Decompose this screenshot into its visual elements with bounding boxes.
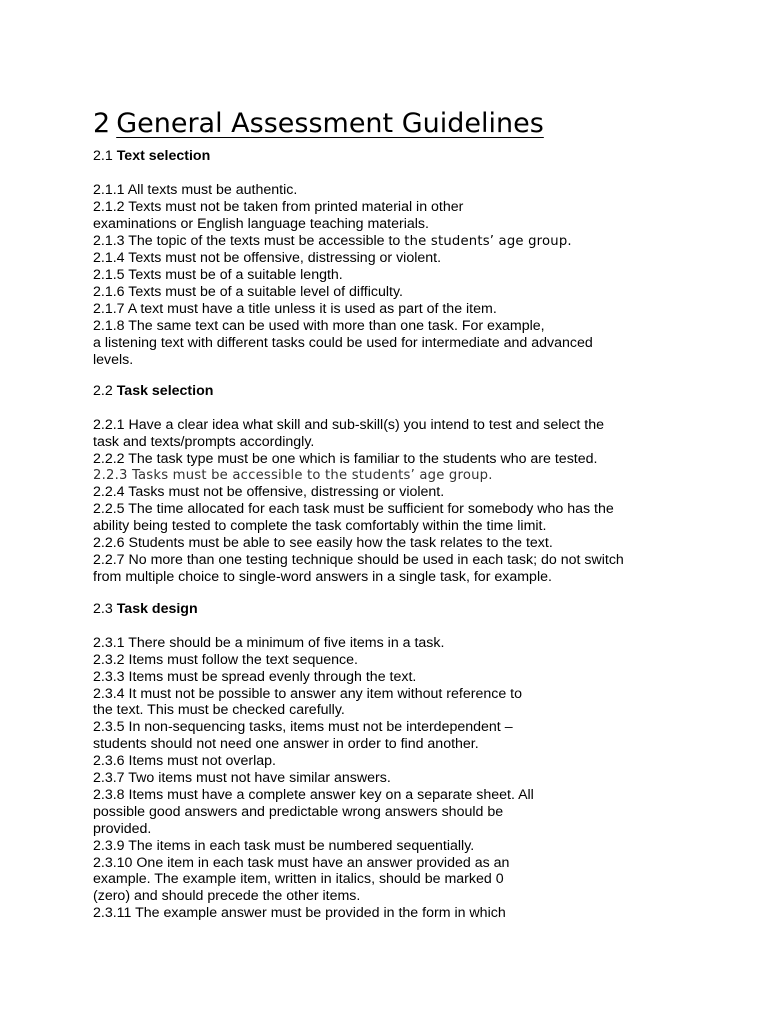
guideline-line: examinations or English language teaching materials.	[93, 215, 429, 232]
guideline-line: 2.1.7 A text must have a title unless it is used as part of the item.	[93, 301, 497, 318]
section-items	[93, 635, 733, 922]
guideline-line: 2.1.1 All texts must be authentic.	[93, 181, 298, 198]
guideline-line: 2.3.6 Items must not overlap.	[93, 753, 276, 770]
guideline-line: levels.	[93, 351, 134, 368]
section-name: Task design	[116, 601, 198, 617]
section-text-selection	[93, 148, 733, 369]
guideline-line: 2.2.2 The task type must be one which is familiar to the students who are tested.	[93, 450, 598, 467]
section-items	[93, 417, 733, 586]
guideline-line: 2.2.1 Have a clear idea what skill and sub-skill(s) you intend to test and select the	[93, 416, 605, 433]
guideline-line: 2.1.2 Texts must not be taken from printed material in other	[93, 198, 464, 215]
guideline-line: 2.3.1 There should be a minimum of five items in a task.	[93, 634, 445, 651]
guideline-line: 2.3.7 Two items must not have similar answers.	[93, 770, 391, 787]
page-title	[93, 106, 544, 142]
section-number: 2.3	[93, 601, 113, 617]
guideline-line: a listening text with different tasks could be used for intermediate and advanced	[93, 334, 593, 351]
section-task-selection	[93, 383, 733, 586]
title-text: General Assessment Guidelines	[116, 108, 544, 140]
section-number: 2.2	[93, 383, 113, 399]
guideline-line: 2.3.11 The example answer must be provided in the form in which	[93, 905, 506, 922]
guideline-line-start: 2.1.3 The topic of the texts must be accessible to	[93, 232, 405, 249]
guideline-line: possible good answers and predictable wrong answers should be	[93, 803, 504, 820]
guideline-line: from multiple choice to single-word answers in a single task, for example.	[93, 568, 552, 585]
guideline-line: 2.2.7 No more than one testing technique should be used in each task; do not switch	[93, 552, 624, 569]
guideline-line: 2.3.5 In non-sequencing tasks, items must not be interdependent –	[93, 719, 513, 736]
guideline-line: students should not need one answer in order to find another.	[93, 736, 479, 753]
guideline-line: example. The example item, written in italics, should be marked 0	[93, 871, 504, 888]
guideline-line: ability being tested to complete the task comfortably within the time limit.	[93, 518, 547, 535]
section-heading	[93, 601, 733, 618]
guideline-line: 2.3.2 Items must follow the text sequence.	[93, 651, 358, 668]
guideline-line: 2.3.3 Items must be spread evenly through the text.	[93, 668, 417, 685]
section-name: Task selection	[116, 383, 214, 399]
guideline-line: 2.1.8 The same text can be used with more than one task. For example,	[93, 318, 545, 335]
guideline-line: 2.3.4 It must not be possible to answer any item without reference to	[93, 685, 523, 702]
guideline-line: 2.2.5 The time allocated for each task must be sufficient for somebody who has the	[93, 501, 614, 518]
guideline-line: 2.3.9 The items in each task must be numbered sequentially.	[93, 837, 475, 854]
guideline-line: 2.1.4 Texts must not be offensive, distressing or violent.	[93, 250, 442, 267]
guideline-line-mixed	[93, 233, 733, 251]
guideline-line: the text. This must be checked carefully.	[93, 702, 345, 719]
guideline-line: task and texts/prompts accordingly.	[93, 433, 315, 450]
section-items	[93, 182, 733, 369]
title-number: 2	[93, 108, 111, 140]
guideline-line: provided.	[93, 820, 152, 837]
section-task-design	[93, 601, 733, 922]
guideline-line: 2.3.10 One item in each task must have an answer provided as an	[93, 854, 510, 871]
guideline-line: 2.2.3 Tasks must be accessible to the students’ age group.	[93, 467, 493, 483]
section-heading	[93, 383, 733, 400]
section-heading	[93, 148, 733, 165]
section-number: 2.1	[93, 148, 113, 164]
guideline-line: 2.1.5 Texts must be of a suitable length.	[93, 267, 343, 284]
guideline-line: (zero) and should precede the other items.	[93, 888, 361, 905]
guideline-line: 2.1.6 Texts must be of a suitable level of difficulty.	[93, 284, 403, 301]
guideline-line: 2.3.8 Items must have a complete answer key on a separate sheet. All	[93, 786, 534, 803]
guideline-line: 2.2.4 Tasks must not be offensive, distressing or violent.	[93, 484, 445, 501]
guideline-line: 2.2.6 Students must be able to see easily how the task relates to the text.	[93, 535, 553, 552]
guideline-line-tail: the students’ age group.	[404, 233, 572, 249]
section-name: Text selection	[116, 148, 211, 164]
